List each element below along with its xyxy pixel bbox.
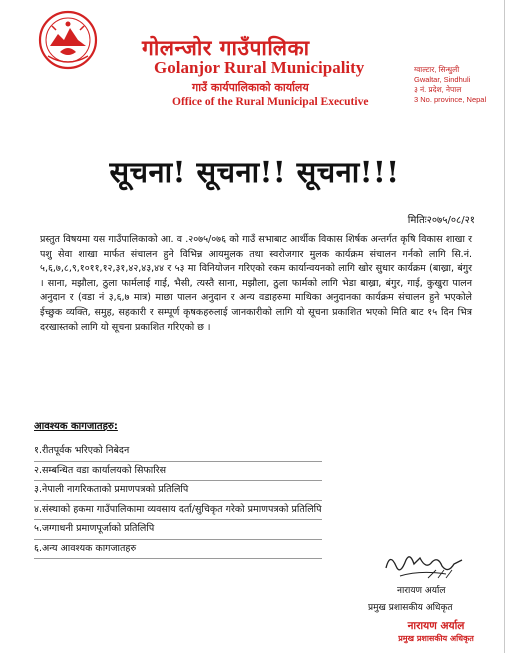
required-documents-list bbox=[34, 442, 322, 559]
required-documents-heading: आवश्यक कागजातहरु: bbox=[34, 421, 118, 432]
address-line: ३ नं. प्रदेश, नेपाल bbox=[414, 85, 462, 94]
notice-body-paragraph: प्रस्तुत विषयमा यस गाउँपालिकाको आ. व .२०७५/०७६ को गाउँ सभाबाट आर्थीक विकास शिर्षक अन्तर्गत कृषि विकास शाखा र पशु सेवा शाखा मार्फत संचालन हुने विभिन्न आयमुलक तथा स्वरोजगार मुलक कार्यक्रम संचालन गर्नको लागि सि.नं. ५,६,७,८,९,१०११,१२,३१,४२,४३,४४ र ५३ मा विनियोजन गरिएको रकम कार्यान्वयनको लागि खोर सुधार कार्यक्रम (बाख्रा, बंगुर । साना, मझौला, ठुला फार्मलाई गाई, भैसी, त्यस्तै साना, मझौला, ठुला फार्मको लागि भेडा बाख्रा, बंगुर, गाई, कुखुरा पालन अनुदान र (वडा नं ३,६,७ मात्र) माछा पालन अनुदान र अन्य वडाहरुमा माथिका अनुदानका कार्यक्रम संचालन हुने भएकोले ईच्छुक व्यक्ति, समुह, सहकारी र सम्पूर्ण कृषकहरुलाई जानकारीको लागि यो सूचना प्रकाशित भएको मिति बाट १५ दिन भित्र दरखास्तको लागि यो सूचना प्रकाशित गरिएको छ । bbox=[40, 234, 472, 333]
list-item: ६.अन्य आवश्यक कागजातहरु bbox=[34, 540, 322, 560]
address-line: Gwaltar, Sindhuli bbox=[414, 75, 471, 84]
stamp-title: प्रमुख प्रशासकीय अधिकृत bbox=[398, 634, 474, 643]
signatory-title: प्रमुख प्रशासकीय अधिकृत bbox=[368, 603, 453, 613]
list-item: ५.जग्गाधनी प्रमाणपूर्जाको प्रतिलिपि bbox=[34, 520, 322, 540]
notice-date: मितिः२०७५/०८/२१ bbox=[407, 215, 475, 226]
municipality-name-nepali: गोलन्जोर गाउँपालिका bbox=[142, 36, 310, 60]
handwritten-signature bbox=[380, 548, 466, 582]
page-edge bbox=[504, 0, 505, 653]
notice-heading: सूचना! सूचना!! सूचना!!! bbox=[109, 155, 400, 189]
stamp-name: नारायण अर्याल bbox=[407, 620, 465, 632]
list-item: १.रीतपूर्वक भरिएको निबेदन bbox=[34, 442, 322, 462]
list-item: ४.संस्थाको हकमा गाउँपालिकामा व्यवसाय दर्ता/सुचिकृत गरेको प्रमाणपत्रको प्रतिलिपि bbox=[34, 501, 322, 521]
list-item: २.सम्बन्धित वडा कार्यालयको सिफारिस bbox=[34, 462, 322, 482]
list-item: ३.नेपाली नागरिकताको प्रमाणपत्रको प्रतिलिपि bbox=[34, 481, 322, 501]
office-name-english: Office of the Rural Municipal Executive bbox=[172, 96, 369, 108]
municipality-name-english: Golanjor Rural Municipality bbox=[154, 58, 365, 77]
official-stamp bbox=[398, 620, 474, 650]
office-address bbox=[414, 65, 486, 105]
address-line: 3 No. province, Nepal bbox=[414, 95, 487, 104]
address-line: ग्वाल्टार, सिन्धुली bbox=[414, 65, 460, 74]
signatory-name: नारायण अर्याल bbox=[397, 586, 446, 596]
government-emblem-icon bbox=[38, 10, 98, 70]
office-name-nepali: गाउँ कार्यपालिकाको कार्यालय bbox=[192, 81, 309, 94]
